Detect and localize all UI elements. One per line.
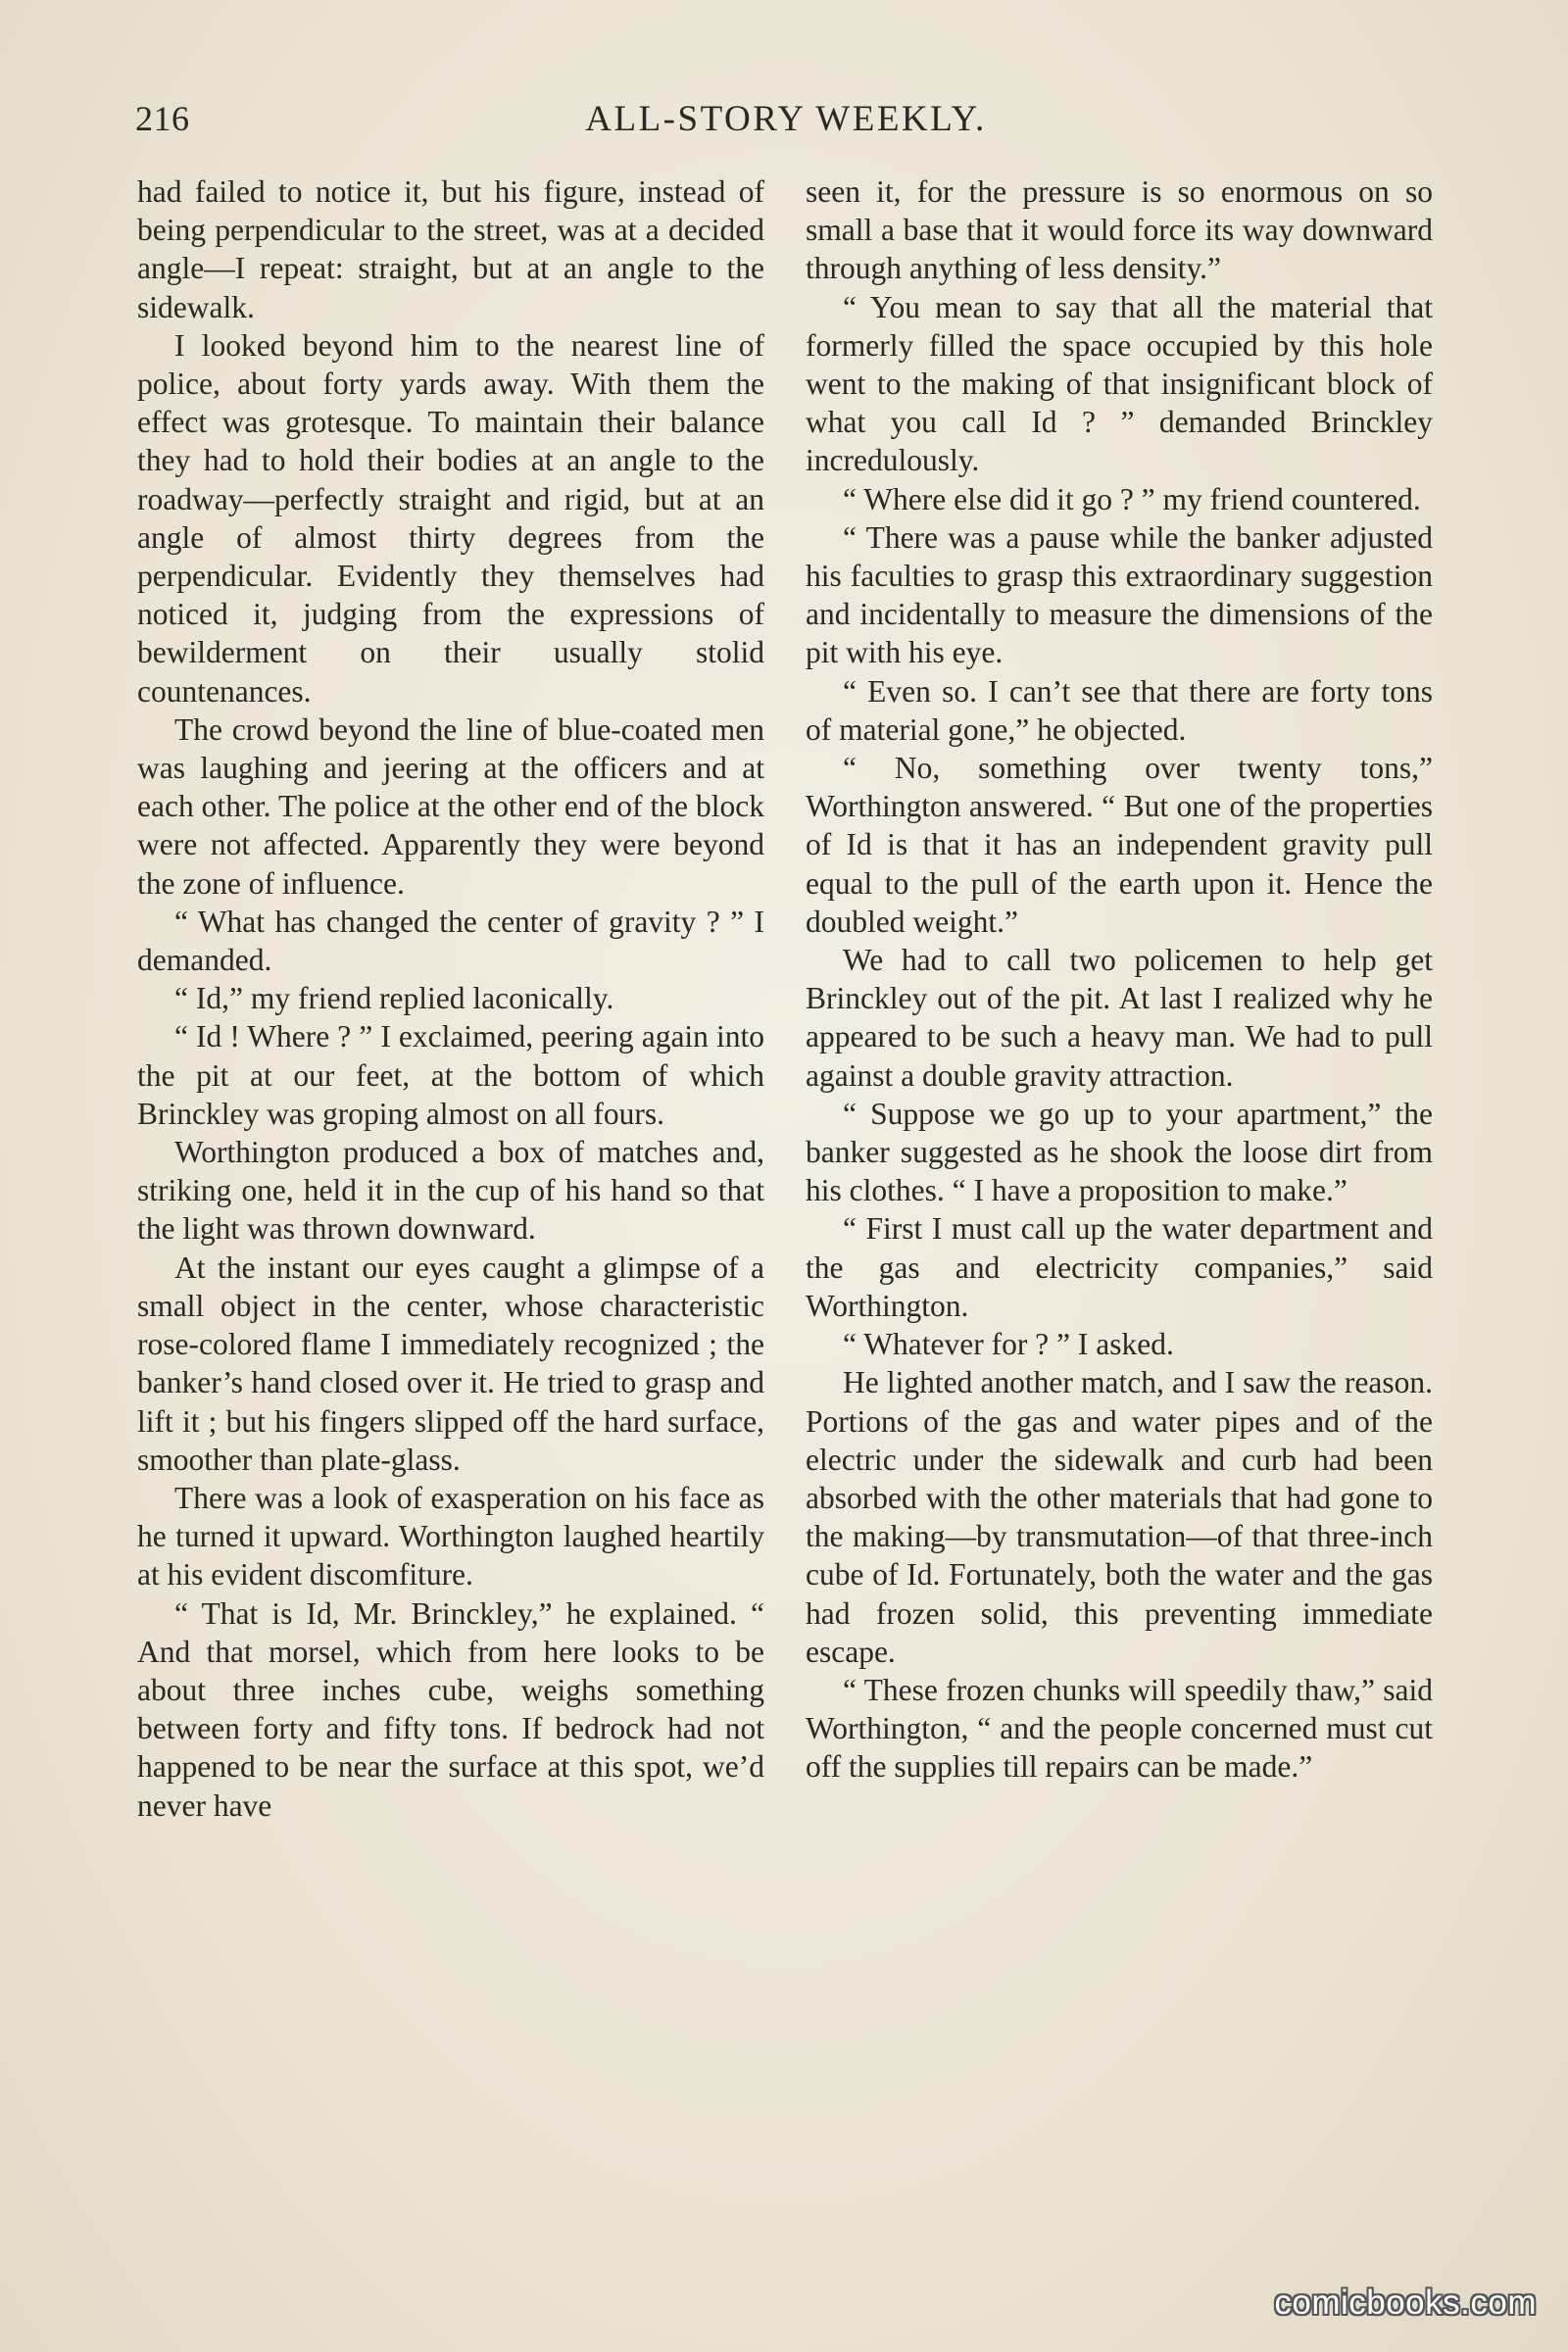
paragraph: “ Where else did it go ? ” my friend countered. xyxy=(843,481,1421,516)
paragraph: We had to call two policemen to help get Brinckley out of the pit. At last I realized why he appeared to be such a heavy man. We had to pull against a double gravity attraction. xyxy=(806,943,1433,1093)
left-column xyxy=(137,172,764,2221)
paragraph: “ You mean to say that all the material that formerly filled the space occupied by this hole went to the making of that insignificant block of what you call Id ? ” demanded Brinckley incredulously. xyxy=(806,289,1433,478)
paragraph: There was a look of exasperation on his face as he turned it upward. Worthington laughed heartily at his evident discomfiture. xyxy=(137,1480,764,1592)
paragraph: The crowd beyond the line of blue-coated men was laughing and jeering at the officers and at each other. The police at the other end of the block were not affected. Apparently they were beyond the zone of influence. xyxy=(137,711,764,901)
page-number: 216 xyxy=(135,99,190,138)
paragraph: seen it, for the pressure is so enormous on so small a base that it would force its way downward through anything of less density.” xyxy=(806,174,1433,286)
paragraph: “ Id ! Where ? ” I exclaimed, peering again into the pit at our feet, at the bottom of which Brinckley was groping almost on all fours. xyxy=(137,1019,764,1131)
paragraph: Worthington produced a box of matches and, striking one, held it in the cup of his hand so that the light was thrown downward. xyxy=(137,1135,764,1247)
right-column xyxy=(806,172,1433,2221)
paragraph: He lighted another match, and I saw the reason. Portions of the gas and water pipes and of the electric under the sidewalk and curb had been absorbed with the other materials that had gone to the making—by transmutation—of that three-inch cube of Id. Fortunately, both the water and the gas had frozen solid, this preventing immediate escape. xyxy=(806,1365,1433,1669)
paragraph: I looked beyond him to the nearest line of police, about forty yards away. With them the effect was grotesque. To maintain their balance they had to hold their bodies at an angle to the roadway—perfectly straight and rigid, but at an angle of almost thirty degrees from the perpendicular. Evidently they themselves had noticed it, judging from the expressions of bewilderment on their usually stolid countenances. xyxy=(137,327,764,709)
paragraph: At the instant our eyes caught a glimpse of a small object in the center, whose characteristic rose-colored flame I immediately recognized ; the banker’s hand closed over it. He tried to grasp and lift it ; but his fingers slipped off the hard surface, smoother than plate-glass. xyxy=(137,1250,764,1477)
paragraph: “ Even so. I can’t see that there are forty tons of material gone,” he objected. xyxy=(806,673,1433,747)
paragraph: “ Id,” my friend replied laconically. xyxy=(174,981,614,1016)
watermark-text: comicbooks.com xyxy=(1274,2283,1537,2322)
paragraph: had failed to notice it, but his figure, instead of being perpendicular to the street, was at a decided angle—I repeat: straight, but at an angle to the sidewalk. xyxy=(137,174,764,324)
paragraph: “ First I must call up the water department and the gas and electricity companies,” said Worthington. xyxy=(806,1211,1433,1323)
running-head: ALL-STORY WEEKLY. xyxy=(585,99,987,139)
paragraph: “ These frozen chunks will speedily thaw,” said Worthington, “ and the people concerned must cut off the supplies till repairs can be made.” xyxy=(806,1672,1433,1785)
paragraph: “ Whatever for ? ” I asked. xyxy=(843,1327,1174,1362)
paragraph: “ No, something over twenty tons,” Worthington answered. “ But one of the properties of Id is that it has an independent gravity pull equal to the pull of the earth upon it. Hence the doubled weight.” xyxy=(806,751,1433,939)
paragraph: “ What has changed the center of gravity ? ” I demanded. xyxy=(137,904,764,978)
paragraph: “ Suppose we go up to your apartment,” the banker suggested as he shook the loose dirt from his clothes. “ I have a proposition to make.” xyxy=(806,1096,1433,1208)
paragraph: “ There was a pause while the banker adjusted his faculties to grasp this extraordinary suggestion and incidentally to measure the dimensions of the pit with his eye. xyxy=(806,519,1433,670)
page-header xyxy=(135,98,1437,157)
paragraph: “ That is Id, Mr. Brinckley,” he explained. “ And that morsel, which from here looks to be about three inches cube, weighs something between forty and fifty tons. If bedrock had not happened to be near the surface at this spot, we’d never have xyxy=(137,1595,764,1823)
